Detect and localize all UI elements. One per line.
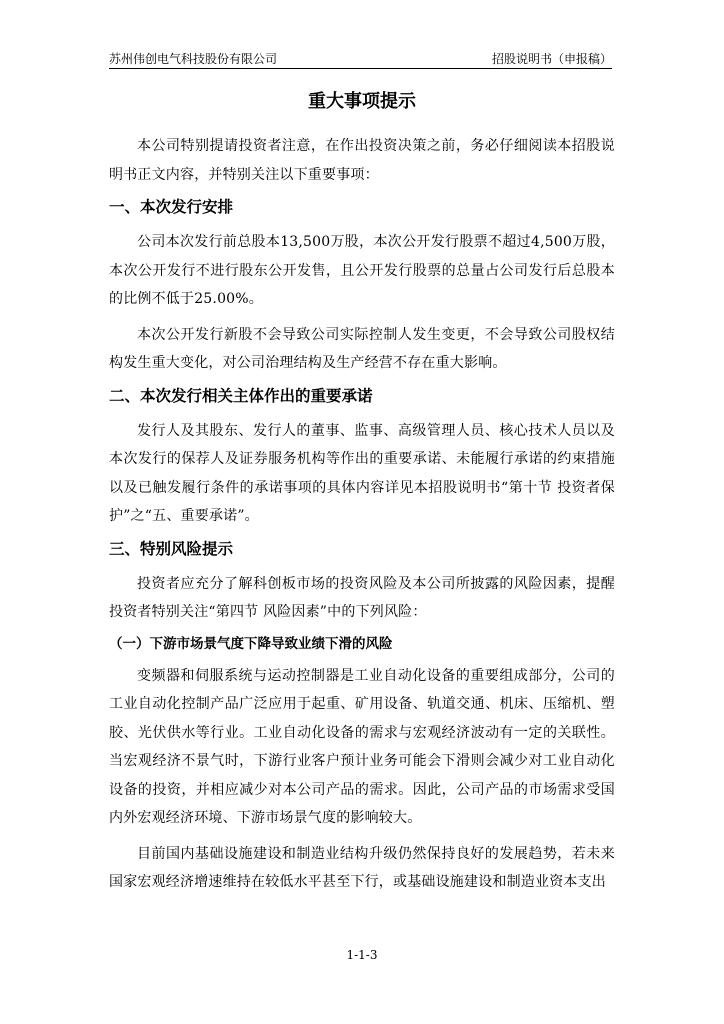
document-name: 招股说明书（申报稿）: [491, 52, 612, 66]
subsection-heading-downstream-risk: （一）下游市场景气度下降导致业绩下滑的风险: [109, 635, 393, 652]
page-header: [109, 50, 612, 69]
page-number: 1-1-3: [346, 948, 378, 962]
page-body: [109, 90, 615, 904]
intro-paragraph: 本公司特别提请投资者注意，在作出投资决策之前，务必仔细阅读本招股说明书正文内容，并特别关注以下重要事项：: [109, 138, 615, 183]
section-heading-risks: 三、特别风险提示: [109, 539, 234, 558]
paragraph: 发行人及其股东、发行人的董事、监事、高级管理人员、核心技术人员以及本次发行的保荐人及证券服务机构等作出的重要承诺、未能履行承诺的约束措施以及已触发履行条件的承诺事项的具体内容详见本招股说明书“第十节 投资者保护”之“五、重要承诺”。: [109, 422, 615, 524]
company-name: 苏州伟创电气科技股份有限公司: [109, 52, 278, 66]
page-title: 重大事项提示: [308, 91, 416, 112]
paragraph: 变频器和伺服系统与运动控制器是工业自动化设备的重要组成部分，公司的工业自动化控制产品广泛应用于起重、矿用设备、轨道交通、机床、压缩机、塑胶、光伏供水等行业。工业自动化设备的需求与宏观经济波动有一定的关联性。当宏观经济不景气时，下游行业客户预计业务可能会下滑则会减少对工业自动化设备的投资，并相应减少对本公司产品的需求。因此，公司产品的市场需求受国内外宏观经济环境、下游市场景气度的影响较大。: [109, 667, 615, 826]
section-heading-issuance: 一、本次发行安排: [109, 198, 234, 216]
paragraph: 公司本次发行前总股本13,500万股，本次公开发行股票不超过4,500万股，本次公开发行不进行股东公开发售，且公开发行股票的总量占公司发行后总股本的比例不低于25.00%。: [109, 234, 615, 307]
section-heading-commitments: 二、本次发行相关主体作出的重要承诺: [109, 386, 373, 405]
paragraph: 投资者应充分了解科创板市场的投资风险及本公司所披露的风险因素，提醒投资者特别关注“第四节 风险因素”中的下列风险：: [109, 575, 615, 620]
paragraph: 目前国内基础设施建设和制造业结构升级仍然保持良好的发展趋势，若未来国家宏观经济增速维持在较低水平甚至下行，或基础设施建设和制造业资本支出: [109, 845, 615, 890]
paragraph: 本次公开发行新股不会导致公司实际控制人发生变更，不会导致公司股权结构发生重大变化，对公司治理结构及生产经营不存在重大影响。: [109, 326, 615, 371]
